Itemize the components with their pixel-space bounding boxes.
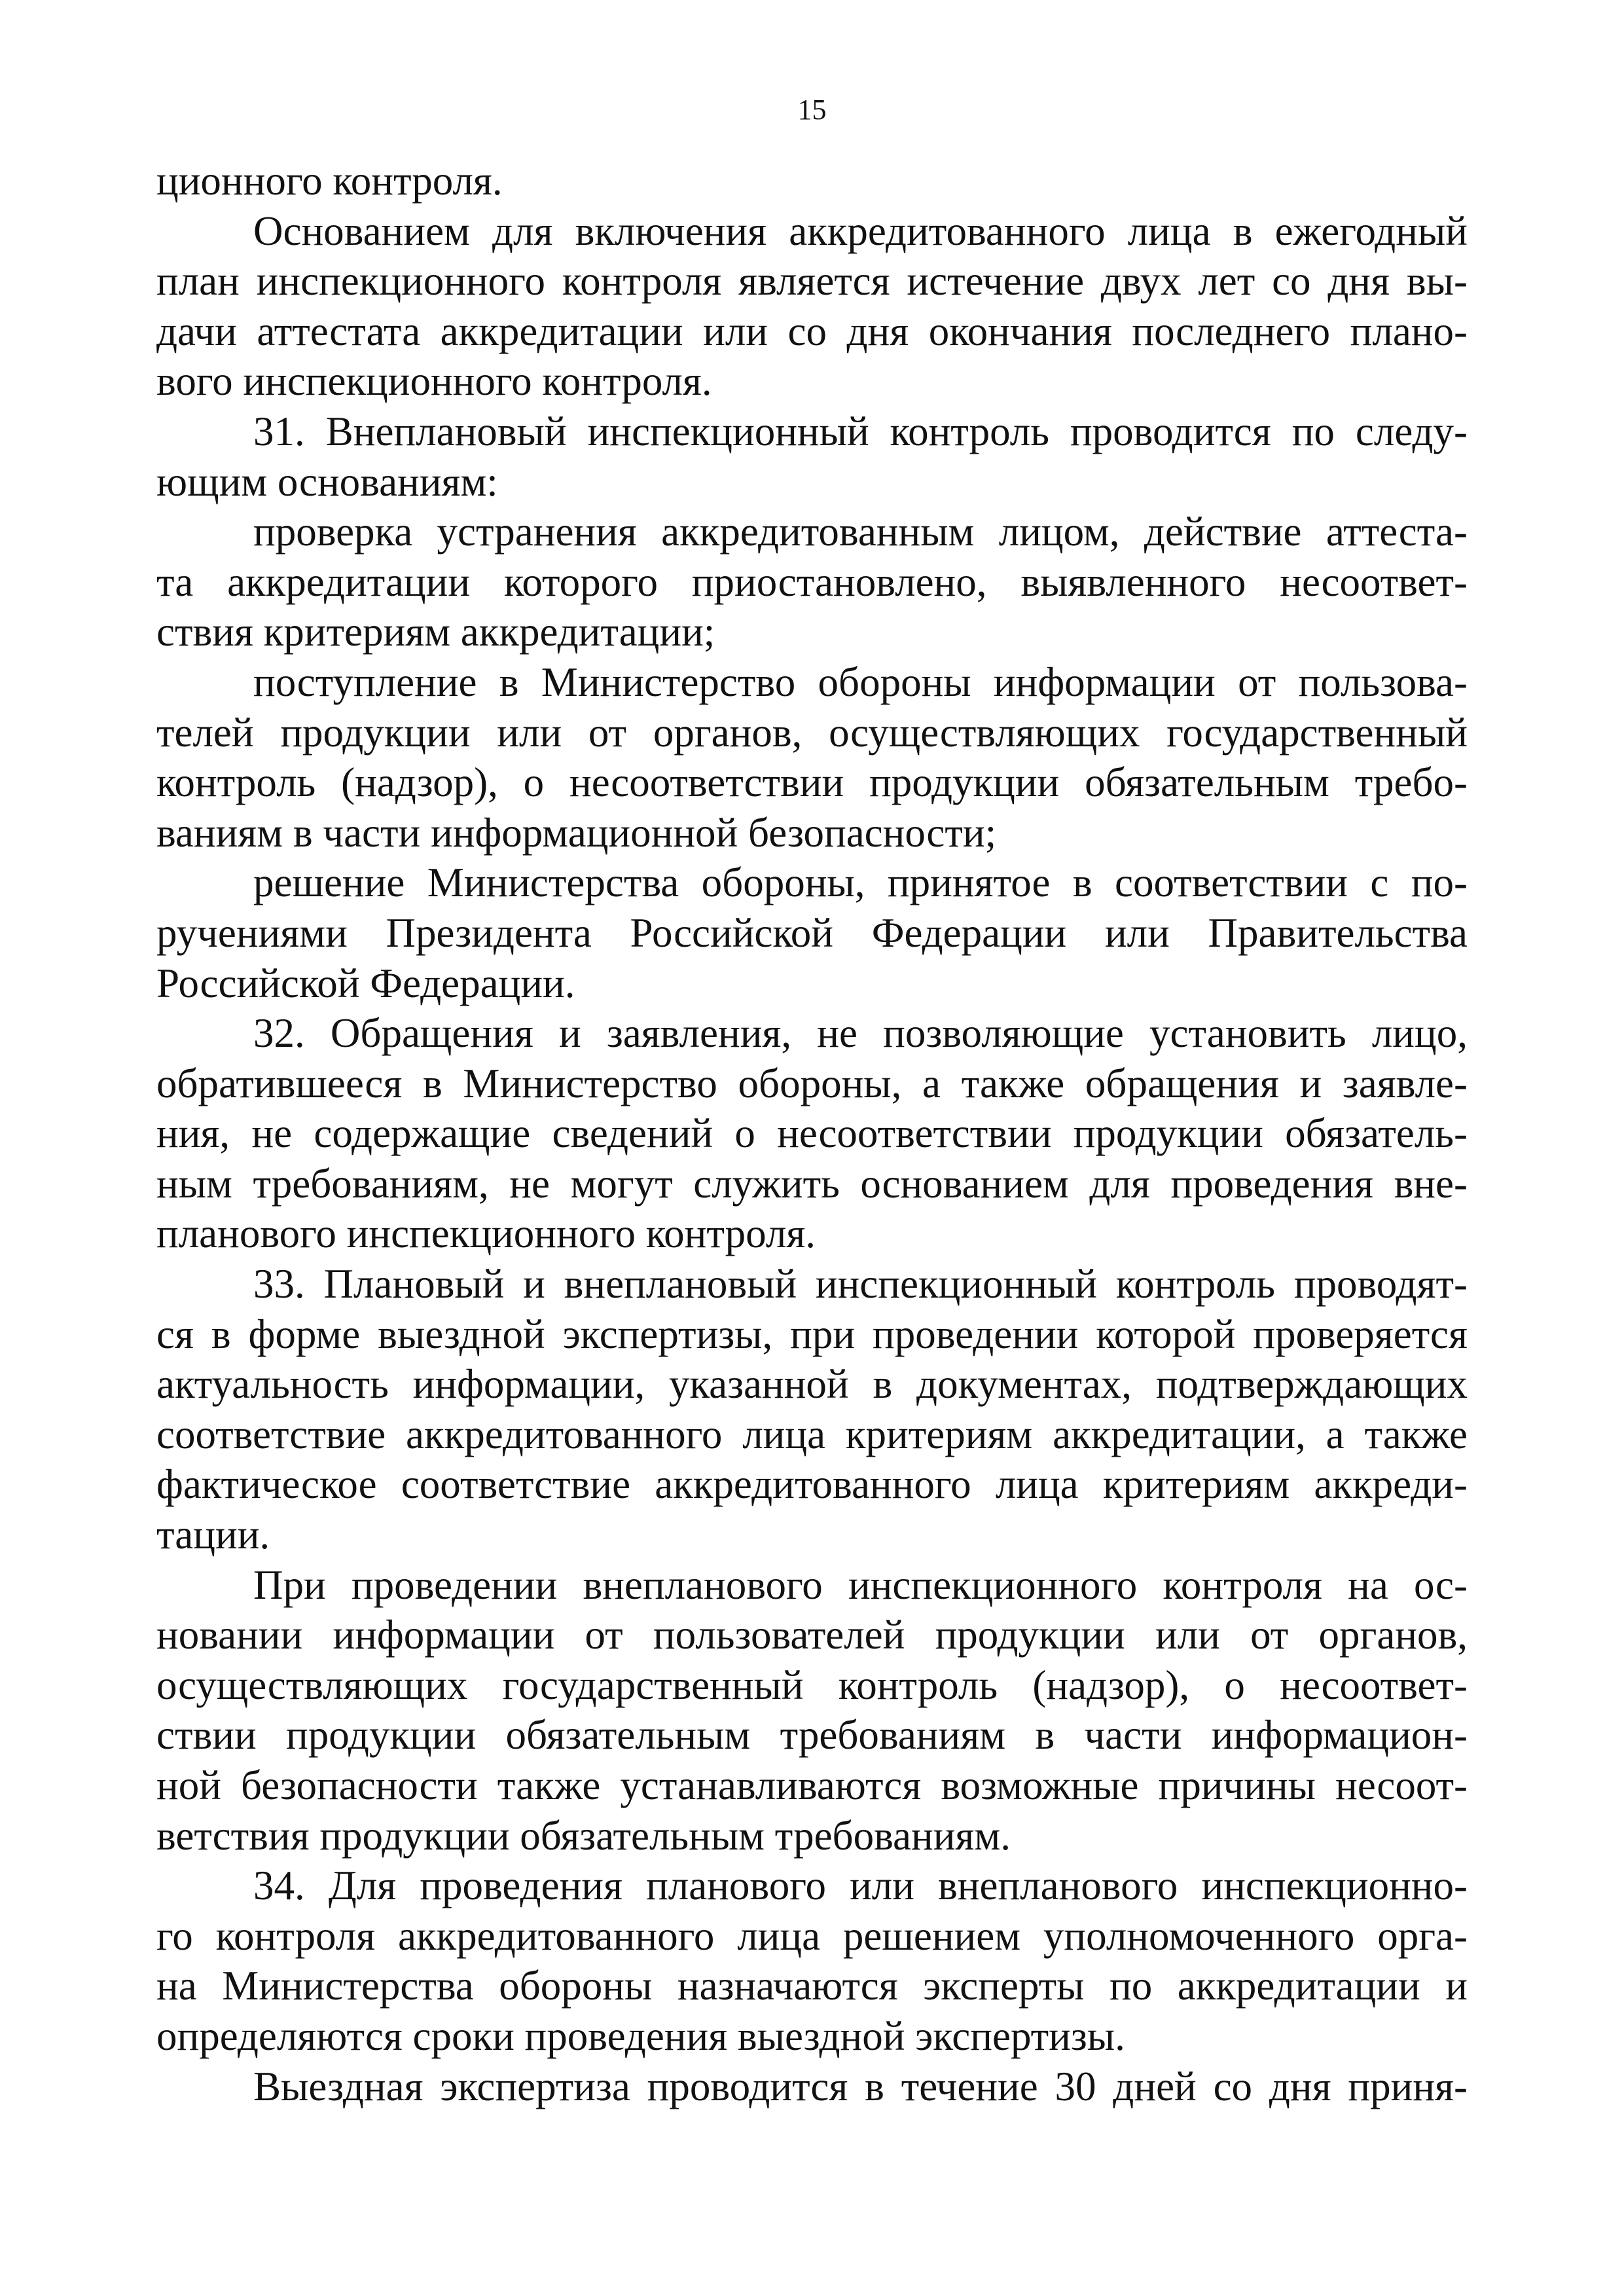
text-line: ния, не содержащие сведений о несоответствии продукции обязатель- bbox=[156, 1110, 1468, 1157]
text-line: го контроля аккредитованного лица решением уполномоченного орга- bbox=[156, 1912, 1468, 1959]
text-line: 33. Плановый и внеплановый инспекционный контроль проводят- bbox=[253, 1261, 1468, 1307]
text-line: планового инспекционного контроля. bbox=[156, 1211, 816, 1257]
text-line: ваниям в части информационной безопасности; bbox=[156, 809, 997, 856]
text-line: ся в форме выездной экспертизы, при проведении которой проверяется bbox=[156, 1311, 1468, 1357]
text-line: проверка устранения аккредитованным лицом, действие аттеста- bbox=[253, 509, 1468, 555]
text-line: ющим основаниям: bbox=[156, 458, 498, 505]
text-line: определяются сроки проведения выездной экспертизы. bbox=[156, 2013, 1125, 2059]
text-line: Российской Федерации. bbox=[156, 960, 575, 1006]
text-line: соответствие аккредитованного лица критериям аккредитации, а также bbox=[156, 1411, 1468, 1457]
text-line: тации. bbox=[156, 1512, 270, 1558]
document-body bbox=[156, 156, 1468, 2111]
text-line: ствия критериям аккредитации; bbox=[156, 609, 715, 655]
text-line: фактическое соответствие аккредитованного лица критериям аккреди- bbox=[156, 1461, 1468, 1508]
text-line: ционного контроля. bbox=[156, 158, 503, 204]
text-line: контроль (надзор), о несоответствии продукции обязательным требо- bbox=[156, 759, 1468, 806]
text-line: вого инспекционного контроля. bbox=[156, 358, 712, 405]
text-line: 34. Для проведения планового или внепланового инспекционно- bbox=[253, 1863, 1468, 1909]
text-line: план инспекционного контроля является истечение двух лет со дня вы- bbox=[156, 258, 1468, 304]
text-line: на Министерства обороны назначаются эксперты по аккредитации и bbox=[156, 1963, 1468, 2009]
text-line: ной безопасности также устанавливаются возможные причины несоот- bbox=[156, 1762, 1468, 1808]
text-line: При проведении внепланового инспекционного контроля на ос- bbox=[253, 1561, 1468, 1608]
text-line: Основанием для включения аккредитованного лица в ежегодный bbox=[253, 208, 1468, 254]
text-line: ствии продукции обязательным требованиям в части информацион- bbox=[156, 1712, 1468, 1758]
text-line: обратившееся в Министерство обороны, а также обращения и заявле- bbox=[156, 1060, 1468, 1106]
text-line: осуществляющих государственный контроль (надзор), о несоответ- bbox=[156, 1662, 1468, 1708]
page-number: 15 bbox=[797, 94, 827, 126]
text-line: телей продукции или от органов, осуществляющих государственный bbox=[156, 709, 1468, 756]
text-line: 31. Внеплановый инспекционный контроль проводится по следу- bbox=[253, 408, 1468, 454]
text-line: 32. Обращения и заявления, не позволяющие установить лицо, bbox=[253, 1010, 1468, 1057]
text-line: ветствия продукции обязательным требованиям. bbox=[156, 1812, 1011, 1859]
text-line: решение Министерства обороны, принятое в соответствии с по- bbox=[253, 860, 1468, 906]
text-line: Выездная экспертиза проводится в течение 30 дней со дня приня- bbox=[253, 2063, 1468, 2109]
text-line: та аккредитации которого приостановлено, выявленного несоответ- bbox=[156, 558, 1468, 605]
text-line: актуальность информации, указанной в документах, подтверждающих bbox=[156, 1361, 1468, 1408]
text-line: дачи аттестата аккредитации или со дня окончания последнего плано- bbox=[156, 308, 1468, 354]
text-line: ным требованиям, не могут служить основанием для проведения вне- bbox=[156, 1160, 1468, 1207]
text-line: ручениями Президента Российской Федерации или Правительства bbox=[156, 909, 1468, 956]
text-line: поступление в Министерство обороны информации от пользова- bbox=[253, 659, 1468, 705]
text-line: новании информации от пользователей продукции или от органов, bbox=[156, 1612, 1468, 1658]
